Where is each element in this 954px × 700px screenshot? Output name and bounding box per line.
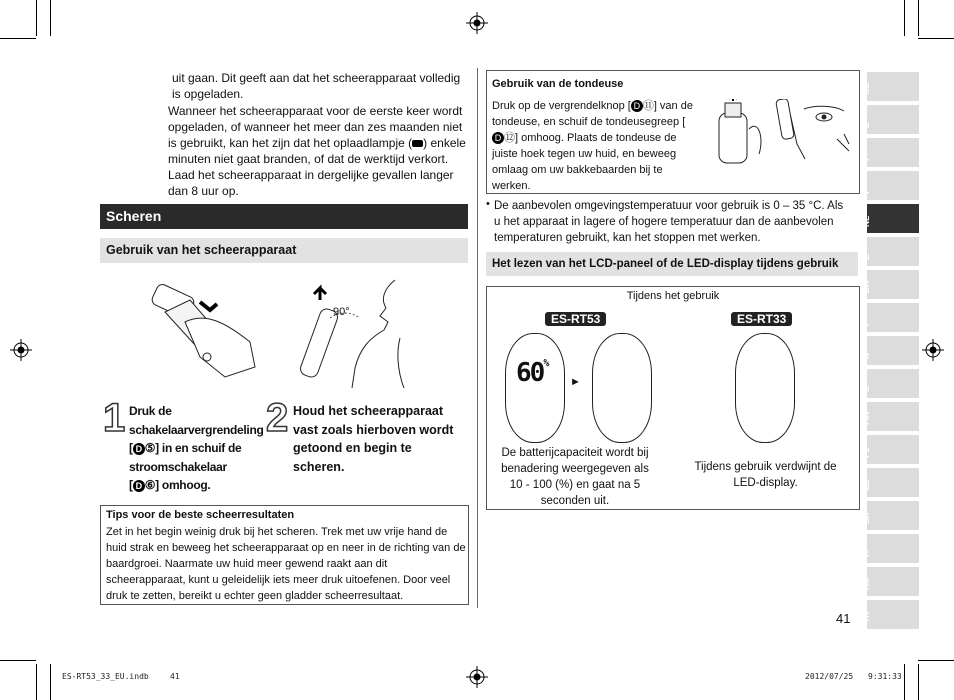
- page-number: 41: [836, 611, 851, 626]
- crop-mark: [36, 0, 37, 36]
- trimmer-ref2-num: ⑫: [504, 132, 515, 144]
- language-tab-label: CZ: [861, 479, 871, 491]
- registration-mark-icon: [466, 666, 488, 688]
- crop-mark: [918, 38, 954, 39]
- language-tab-fin[interactable]: [861, 402, 919, 431]
- temperature-note: De aanbevolen omgevingstemperatuur voor gebruik is 0 – 35 °C. Als u het apparaat in lagere of hogere temperatuur dan de aanbevolen temperaturen gebruikt, kan het stoppen met werken.: [494, 200, 844, 244]
- language-tab-n[interactable]: [861, 336, 919, 365]
- trimmer-title: Gebruik van de tondeuse: [492, 78, 624, 90]
- trimmer-text-c: ] omhoog. Plaats de tondeuse de juiste hoek tegen uw huid, en beweeg omlaag om uw bakkebaarden bij te werken.: [492, 132, 677, 192]
- shaving-face-illustration: [300, 278, 420, 388]
- step-number: 2: [266, 396, 289, 440]
- language-tab-label: H: [861, 550, 871, 557]
- crop-mark: [918, 0, 919, 36]
- shaver-blank-panel-rt33: [735, 333, 795, 443]
- step1-text-c: omhoog.: [158, 478, 211, 492]
- language-tab-h[interactable]: [861, 534, 919, 563]
- language-tab-label: FIN: [861, 411, 871, 425]
- language-tab-cz[interactable]: [861, 468, 919, 497]
- trimmer-text-a: Druk op de vergrendelknop [: [492, 100, 631, 112]
- language-tab-gb[interactable]: [861, 72, 919, 101]
- trimmer-text-b: ] van de tondeuse, en schuif de tondeusegreep [: [492, 100, 693, 128]
- intro-paragraph-a: Wanneer het scheerapparaat voor de eerste keer wordt opgeladen, of wanneer het meer dan zes maanden niet is gebruikt, kan het zijn dat het oplaadlampje (: [168, 104, 463, 150]
- model-tag-es-rt33: ES-RT33: [731, 312, 792, 326]
- footer-file: ES-RT53_33_EU.indb: [62, 672, 149, 681]
- trimmer-box: [486, 70, 860, 194]
- registration-mark-icon: [10, 339, 32, 361]
- crop-mark: [36, 664, 37, 700]
- language-tab-label: F: [861, 155, 871, 161]
- trimmer-text: [492, 98, 697, 194]
- registration-mark-icon: [922, 339, 944, 361]
- step2-text: Houd het scheerapparaat vast zoals hierboven wordt getoond en begin te scheren.: [293, 404, 454, 474]
- section-title: Scheren: [100, 204, 468, 229]
- footer-time: 9:31:33: [868, 672, 902, 681]
- language-tab-nl[interactable]: [861, 204, 919, 233]
- shaver-blank-panel: [592, 333, 652, 443]
- language-tab-label: TR: [861, 611, 871, 623]
- lcd-desc1: De batterijcapaciteit wordt bij benadering weergegeven als 10 - 100 (%) en gaat na 5 seconden uit.: [501, 447, 649, 507]
- language-tab-label: P: [861, 320, 871, 326]
- subsection-title: Gebruik van het scheerapparaat: [100, 238, 468, 263]
- charge-lamp-icon: [412, 140, 423, 147]
- language-tab-e[interactable]: [861, 237, 919, 266]
- crop-mark: [0, 38, 36, 39]
- intro-paragraph-b: ) enkele minuten niet gaat branden, of dat de werktijd verkort. Laad het scheerapparaat in dergelijke gevallen langer dan 8 uur op.: [168, 136, 466, 198]
- crop-mark: [50, 0, 51, 36]
- lcd-display-panel: [505, 333, 565, 443]
- crop-mark: [904, 0, 905, 36]
- crop-mark: [904, 664, 905, 700]
- language-tab-label: GB: [861, 82, 871, 95]
- language-tab-i[interactable]: [861, 171, 919, 200]
- language-tab-label: E: [861, 254, 871, 260]
- language-tab-p[interactable]: [861, 303, 919, 332]
- reference-d-icon: D: [133, 443, 145, 455]
- column-divider: [477, 68, 478, 608]
- language-tab-label: NL: [861, 215, 871, 227]
- language-tab-d[interactable]: [861, 105, 919, 134]
- reference-d-icon: D: [133, 480, 145, 492]
- language-tab-pl[interactable]: [861, 435, 919, 464]
- intro-line2: is opgeladen.: [172, 87, 244, 101]
- crop-mark: [918, 660, 954, 661]
- language-tab-tr[interactable]: [861, 600, 919, 629]
- arrow-right-icon: ►: [570, 376, 581, 388]
- language-tab-label: PL: [861, 447, 871, 458]
- lcd-unit: %: [543, 358, 548, 369]
- step1-ref2-num: ⑥: [144, 478, 156, 492]
- language-tab-s[interactable]: [861, 369, 919, 398]
- language-tab-f[interactable]: [861, 138, 919, 167]
- crop-mark: [50, 664, 51, 700]
- shaver-hand-illustration: [145, 282, 260, 382]
- intro-line1: uit gaan. Dit geeft aan dat het scheerapparaat volledig: [172, 71, 461, 85]
- lcd-battery-value: [516, 358, 547, 388]
- step1-text-b: in en schuif de stroomschakelaar: [129, 441, 242, 474]
- trimmer-ref1-num: ⑪: [642, 100, 654, 112]
- bullet-icon: •: [486, 198, 490, 210]
- language-tab-sk[interactable]: [861, 501, 919, 530]
- step1-text-a: Druk de schakelaarvergrendeling: [129, 404, 264, 437]
- language-tab-label: DK: [861, 280, 871, 293]
- footer-page: 41: [170, 672, 180, 681]
- tips-title: Tips voor de beste scheerresultaten: [106, 509, 295, 521]
- lcd-value: 60: [516, 358, 544, 388]
- language-tab-label: SK: [861, 512, 871, 524]
- reference-d-icon: D: [492, 132, 504, 144]
- language-tab-label: RO: [861, 577, 871, 590]
- step1-text: Druk de schakelaarvergrendeling [ D ⑤] in en schuif de stroomschakelaar [ D ⑥] omhoog.: [129, 404, 264, 492]
- model-tag-es-rt53: ES-RT53: [545, 312, 606, 326]
- registration-mark-icon: [466, 12, 488, 34]
- angle-label: 90°: [333, 306, 350, 318]
- step1-ref1-num: ⑤: [144, 441, 156, 455]
- language-tab-ro[interactable]: [861, 567, 919, 596]
- tips-body: Zet in het begin weinig druk bij het scheren. Trek met uw vrije hand de huid strak en beweeg het scheerapparaat op en neer in de richting van de baardgroei. Naarmate uw huid meer gewend raakt aan dit scheerapparaat, kunt u geleidelijk iets meer druk uitoefenen. Door veel druk te zetten, bereikt u echter geen gladder scheerresultaat.: [106, 526, 466, 602]
- lcd-box: [486, 286, 860, 510]
- language-tab-label: N: [861, 352, 871, 359]
- trimmer-illustration: [709, 99, 854, 167]
- language-tab-label: D: [861, 121, 871, 128]
- lcd-caption: Tijdens het gebruik: [626, 290, 720, 302]
- intro-paragraph: [168, 103, 468, 199]
- step-number: 1: [103, 396, 126, 440]
- language-tab-label: I: [861, 191, 871, 194]
- lcd-desc2: Tijdens gebruik verdwijnt de LED-display.: [694, 461, 837, 489]
- crop-mark: [0, 660, 36, 661]
- lcd-section-title: Het lezen van het LCD-paneel of de LED-display tijdens gebruik: [486, 252, 858, 276]
- tips-box: [100, 505, 469, 605]
- crop-mark: [918, 664, 919, 700]
- footer-date: 2012/07/25: [805, 672, 854, 681]
- language-tab-label: S: [861, 386, 871, 392]
- reference-d-icon: D: [631, 100, 643, 112]
- language-tab-dk[interactable]: [861, 270, 919, 299]
